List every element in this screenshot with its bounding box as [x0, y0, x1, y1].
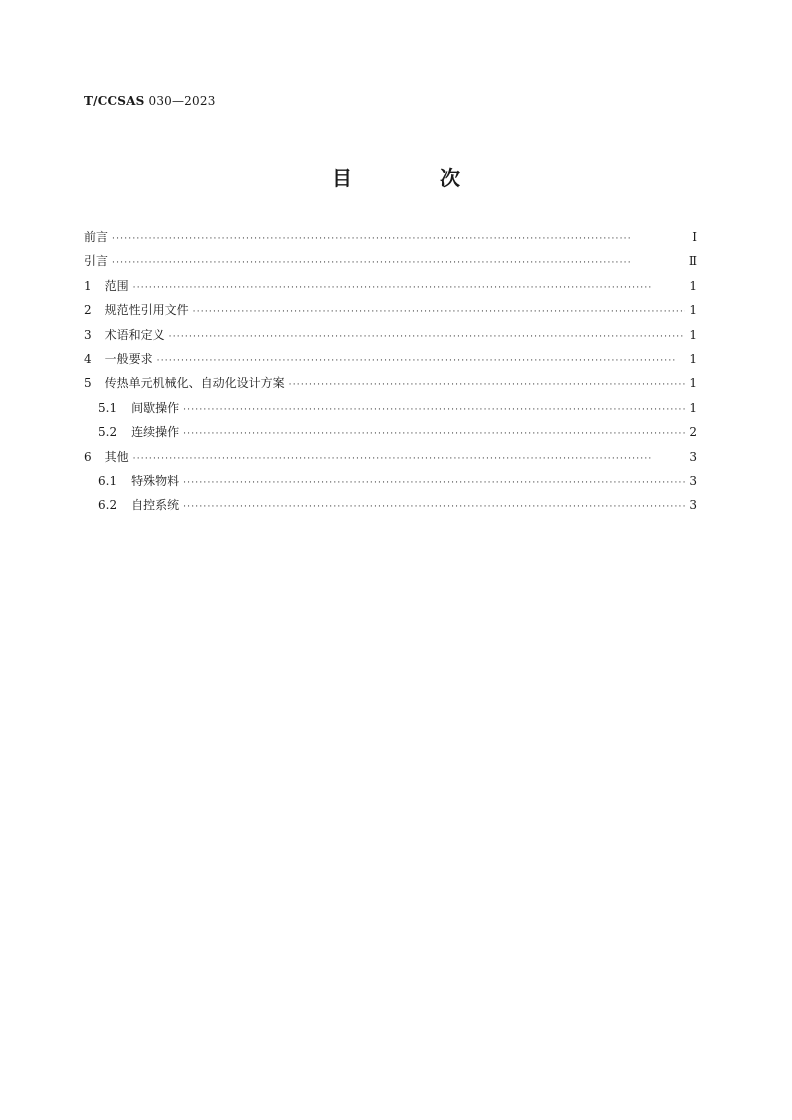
toc-entry-label: 传热单元机械化、自动化设计方案 — [104, 376, 285, 391]
toc-leader-dots — [169, 332, 685, 342]
toc-entry[interactable] — [84, 448, 697, 472]
document-code-number: 030—2023 — [144, 94, 216, 108]
toc-entry-label: 间歇操作 — [131, 400, 180, 415]
toc-entry-label: 自控系统 — [131, 498, 180, 513]
toc-leader-dots — [133, 283, 685, 293]
toc-entry-page: 1 — [689, 278, 697, 293]
document-code — [84, 94, 216, 108]
toc-entry-number: 5 — [84, 376, 92, 391]
toc-entry-label: 一般要求 — [104, 351, 153, 366]
toc-entry-page: 1 — [689, 303, 697, 318]
document-code-prefix: T/CCSAS — [84, 94, 145, 108]
toc-entry-page: 1 — [689, 376, 697, 391]
toc-entry-label: 范围 — [104, 278, 129, 293]
toc-entry-label: 术语和定义 — [104, 327, 165, 342]
toc-entry[interactable] — [84, 350, 697, 374]
toc-entry-number: 5.1 — [98, 400, 118, 415]
toc-entry[interactable] — [84, 277, 697, 301]
toc-entry-label: 引言 — [84, 254, 109, 269]
toc-leader-dots — [112, 258, 685, 268]
toc-entry-page: 2 — [689, 425, 697, 440]
toc-entry-page: 3 — [689, 473, 697, 488]
toc-entry[interactable] — [84, 399, 697, 423]
toc-entry-number: 6.2 — [98, 498, 118, 513]
toc-leader-dots — [289, 380, 685, 390]
toc-leader-dots — [133, 454, 685, 464]
toc-leader-dots — [112, 234, 685, 244]
toc-entry-page: 1 — [689, 351, 697, 366]
toc-leader-dots — [183, 478, 685, 488]
toc-entry-number: 1 — [84, 278, 92, 293]
toc-entry-page: Ⅰ — [692, 230, 697, 244]
toc-entry[interactable] — [84, 374, 697, 398]
toc-entry[interactable] — [84, 252, 697, 276]
toc-leader-dots — [183, 429, 685, 439]
toc-entry[interactable] — [84, 326, 697, 350]
toc-entry-page: 3 — [689, 498, 697, 513]
toc-entry-label: 特殊物料 — [131, 473, 180, 488]
toc-entry-page: 1 — [689, 400, 697, 415]
toc-entry-label: 连续操作 — [131, 425, 180, 440]
toc-entry-page: Ⅱ — [688, 254, 697, 269]
toc-entry[interactable] — [84, 496, 697, 520]
toc-entry[interactable] — [84, 228, 697, 252]
toc-entry-label: 规范性引用文件 — [104, 303, 189, 318]
toc-entry[interactable] — [84, 301, 697, 325]
toc-leader-dots — [183, 405, 685, 415]
toc-leader-dots — [193, 307, 685, 317]
toc-entry-label: 其他 — [104, 449, 129, 464]
toc-leader-dots — [183, 502, 685, 512]
toc-entry-number: 5.2 — [98, 425, 118, 440]
toc-leader-dots — [157, 356, 685, 366]
toc-entry-number: 2 — [84, 303, 92, 318]
toc-entry-number: 6 — [84, 449, 92, 464]
toc-entry-number: 6.1 — [98, 473, 118, 488]
toc-title: 目 次 — [332, 166, 494, 190]
toc-entry-number: 3 — [84, 327, 92, 342]
toc-entry[interactable] — [84, 472, 697, 496]
toc-entry-page: 1 — [689, 327, 697, 342]
toc-entry-page: 3 — [689, 449, 697, 464]
toc-entry[interactable] — [84, 423, 697, 447]
toc-entry-number: 4 — [84, 351, 92, 366]
table-of-contents — [84, 228, 697, 521]
toc-entry-label: 前言 — [84, 230, 109, 244]
